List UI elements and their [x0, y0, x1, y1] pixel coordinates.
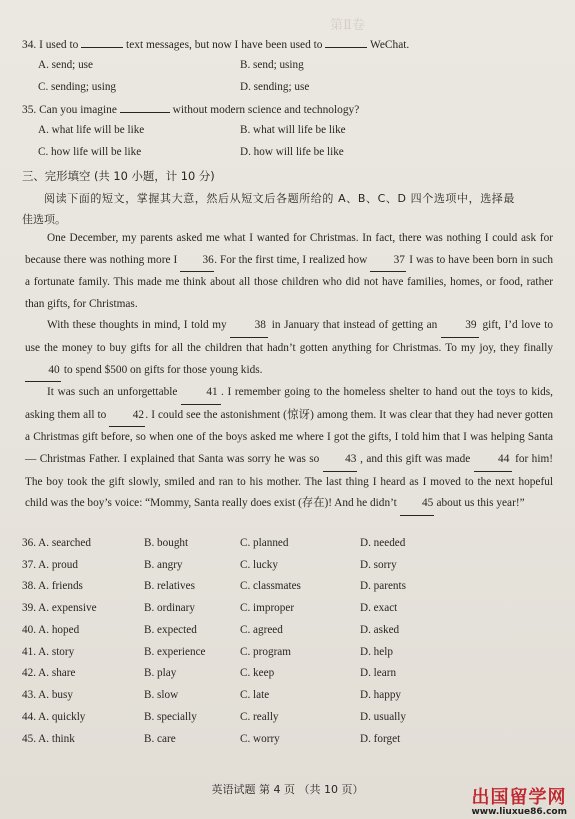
option-45-b: B. care: [144, 733, 176, 745]
blank-38: 38: [230, 315, 268, 338]
option-38-b: B. relatives: [144, 580, 195, 592]
question-35: [22, 102, 359, 116]
blank-39: 39: [441, 315, 479, 338]
option-40-a: 40. A. hoped: [22, 624, 80, 636]
watermark-logo: [471, 783, 567, 817]
q35-blank: [120, 102, 170, 113]
option-42-b: B. play: [144, 667, 177, 679]
option-36-b: B. bought: [144, 537, 189, 549]
q34-option-a: A. send; use: [38, 59, 93, 71]
q35-option-b: B. what will life be like: [240, 124, 346, 136]
q34-stem-3: WeChat.: [370, 39, 410, 51]
blank-42: 42: [109, 405, 145, 428]
option-42-d: D. learn: [360, 667, 397, 679]
blank-37: 37: [370, 250, 406, 273]
option-36-c: C. planned: [240, 537, 289, 549]
passage-paragraph-3: It was such an unforgettable 41 . I remember going to the homeless shelter to hand out the toys to kids, asking them all to 42. I could see the astonishment (惊讶) among them. It was clear that they had never gotten a Christmas gift before, so when one of the boys asked me where I got the gifts, I told him that I was helping Santa — Christmas Father. I explained that Santa was sorry he was so 43 , and this gift was made 44 for him! The boy took the gift slowly, smiled and ran to his mother. The last thing I heard as I moved to the next hopeful child was the boy’s voice: “Mommy, Santa really does exist (存在)! And he didn’t 45 about us this year!”: [25, 382, 553, 516]
option-36-d: D. needed: [360, 537, 406, 549]
q35-option-a: A. what life will be like: [38, 124, 145, 136]
q35-option-c: C. how life will be like: [38, 146, 142, 158]
option-39-d: D. exact: [360, 602, 398, 614]
option-43-b: B. slow: [144, 689, 179, 701]
option-40-d: D. asked: [360, 624, 400, 636]
option-44-c: C. really: [240, 711, 279, 723]
blank-41: 41: [181, 382, 221, 405]
option-40-c: C. agreed: [240, 624, 283, 636]
option-45-c: C. worry: [240, 733, 280, 745]
option-44-b: B. specially: [144, 711, 197, 723]
watermark-text: 出国留学网: [471, 787, 567, 808]
option-39-a: 39. A. expensive: [22, 602, 97, 614]
option-42-a: 42. A. share: [22, 667, 76, 679]
blank-36: 36: [180, 250, 214, 273]
q34-blank-1: [81, 37, 123, 48]
q35-stem: 35. Can you imagine: [22, 104, 117, 116]
q34-option-d: D. sending; use: [240, 81, 310, 93]
option-41-d: D. help: [360, 646, 393, 658]
q34-option-b: B. send; using: [240, 59, 304, 71]
option-45-d: D. forget: [360, 733, 401, 745]
section-heading: 三、完形填空 (共 10 小题，计 10 分): [22, 169, 215, 183]
cloze-passage: [25, 228, 553, 516]
option-37-c: C. lucky: [240, 559, 278, 571]
option-40-b: B. expected: [144, 624, 197, 636]
option-38-d: D. parents: [360, 580, 406, 592]
option-37-d: D. sorry: [360, 559, 397, 571]
watermark-url: www.liuxue86.com: [471, 807, 567, 817]
option-43-c: C. late: [240, 689, 270, 701]
blank-45: 45: [400, 493, 434, 516]
q34-stem: 34. I used to: [22, 39, 79, 51]
section-instructions: 阅读下面的短文，掌握其大意，然后从短文后各题所给的 A、B、C、D 四个选项中，选择最: [44, 192, 516, 205]
passage-paragraph-1: One December, my parents asked me what I wanted for Christmas. In fact, there was nothing I could ask for because there was nothing more I 36. For the first time, I realized how 37 I was to have been born in such a fortunate family. This made me think about all those children who did not have families, homes, or food, rather than gifts, for Christmas.: [25, 232, 553, 310]
option-38-c: C. classmates: [240, 580, 301, 592]
blank-43: 43: [323, 449, 357, 472]
option-41-b: B. experience: [144, 646, 206, 658]
option-43-d: D. happy: [360, 689, 402, 701]
bleed-through: 第Ⅱ卷: [330, 17, 365, 32]
option-38-a: 38. A. friends: [22, 580, 83, 592]
blank-40: 40: [25, 360, 61, 383]
option-44-a: 44. A. quickly: [22, 711, 86, 723]
option-42-c: C. keep: [240, 667, 275, 679]
option-39-c: C. improper: [240, 602, 295, 614]
q34-stem-2: text messages, but now I have been used to: [126, 39, 323, 51]
option-44-d: D. usually: [360, 711, 406, 723]
page-footer: 英语试题 第 4 页 （共 10 页）: [211, 783, 364, 796]
option-43-a: 43. A. busy: [22, 689, 73, 701]
option-41-a: 41. A. story: [22, 646, 75, 658]
option-36-a: 36. A. searched: [22, 537, 91, 549]
option-45-a: 45. A. think: [22, 733, 75, 745]
question-34: [22, 37, 409, 51]
option-37-a: 37. A. proud: [22, 559, 78, 571]
section-instructions-cont: 佳选项。: [22, 213, 66, 226]
q34-blank-2: [325, 37, 367, 48]
q34-option-c: C. sending; using: [38, 81, 117, 93]
blank-44: 44: [474, 449, 512, 472]
passage-paragraph-2: With these thoughts in mind, I told my 38 in January that instead of getting an 39 gift, I’d love to use the money to buy gifts for all the children that hadn’t gotten anything for Christmas. To my joy, they finally 40 to spend $500 on gifts for those young kids.: [25, 315, 553, 382]
option-41-c: C. program: [240, 646, 291, 658]
q35-option-d: D. how will life be like: [240, 146, 344, 158]
option-39-b: B. ordinary: [144, 602, 195, 614]
option-37-b: B. angry: [144, 559, 183, 571]
q35-stem-2: without modern science and technology?: [172, 104, 360, 116]
